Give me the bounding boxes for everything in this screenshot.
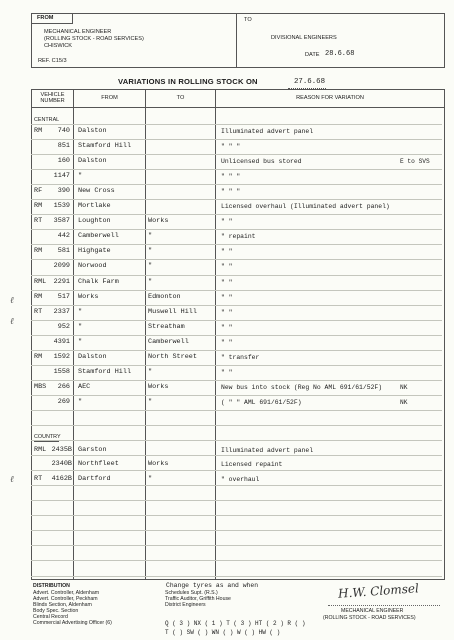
table-ruling	[31, 470, 442, 471]
vehicle-number: 1539	[53, 202, 70, 210]
reason: " " "	[221, 188, 241, 195]
vehicle-number: 2337	[53, 308, 70, 316]
from-depot: Works	[78, 293, 99, 301]
reason: " "	[221, 263, 233, 270]
district-codes-2: T ( ) SW ( ) WN ( ) W ( ) HW ( )	[165, 629, 281, 636]
vehicle-number: 160	[57, 157, 70, 165]
from-depot: Dalston	[78, 127, 107, 135]
from-depot: New Cross	[78, 187, 115, 195]
from-label-underline	[31, 23, 72, 24]
table-ruling	[31, 184, 442, 185]
vehicle-number: 390	[57, 187, 70, 195]
reason: Licensed repaint	[221, 461, 283, 468]
reason: " overhaul	[221, 476, 260, 483]
vehicle-number: 1592	[53, 353, 70, 361]
col-header-vehicle-2: NUMBER	[40, 98, 65, 104]
table-ruling	[31, 244, 442, 245]
form-title: VARIATIONS IN ROLLING STOCK ON	[118, 77, 258, 86]
section-central: CENTRAL	[34, 117, 60, 123]
from-depot: Norwood	[78, 262, 107, 270]
reason: Unlicensed bus stored	[221, 158, 302, 165]
from-depot: "	[78, 398, 83, 406]
from-depot: "	[78, 172, 83, 180]
to-depot: "	[148, 368, 153, 376]
vehicle-prefix: RML	[34, 446, 47, 454]
table-ruling	[31, 576, 442, 577]
from-depot: Mortlake	[78, 202, 111, 210]
reason: " "	[221, 279, 233, 286]
signature-line	[328, 605, 440, 606]
vehicle-number: 269	[57, 398, 70, 406]
date-label: DATE	[305, 52, 320, 58]
table-ruling	[31, 275, 442, 276]
section-country: COUNTRY	[34, 434, 61, 440]
reason: " "	[221, 248, 233, 255]
vehicle-number: 2435B	[51, 446, 72, 454]
from-depot: Garston	[78, 446, 107, 454]
table-ruling	[31, 440, 442, 441]
table-bottom-border	[31, 579, 444, 580]
col-header-reason: REASON FOR VARIATION	[296, 95, 364, 101]
table-ruling	[31, 500, 442, 501]
table-ruling	[31, 290, 442, 291]
vehicle-number: 2291	[53, 278, 70, 286]
table-ruling	[31, 199, 442, 200]
to-depot: Works	[148, 460, 169, 468]
to-label: TO	[244, 17, 252, 23]
vehicle-number: 2340B	[51, 460, 72, 468]
vehicle-prefix: RML	[34, 278, 47, 286]
distribution-item: Central Record	[33, 614, 68, 620]
vehicle-number: 2099	[53, 262, 70, 270]
vehicle-number: 1558	[53, 368, 70, 376]
col-header-from: FROM	[101, 95, 118, 101]
reason: " "	[221, 294, 233, 301]
from-depot: Dalston	[78, 353, 107, 361]
vehicle-number: 740	[57, 127, 70, 135]
distribution-item: Commercial Advertising Officer (6)	[33, 620, 112, 626]
margin-tick-mark: ℓ	[10, 475, 14, 485]
table-ruling	[31, 560, 442, 561]
reason: " "	[221, 309, 233, 316]
table-ruling	[31, 545, 442, 546]
table-ruling	[31, 365, 442, 366]
from-depot: Loughton	[78, 217, 111, 225]
vehicle-number: 4391	[53, 338, 70, 346]
reason: " transfer	[221, 354, 260, 361]
to-depot: Works	[148, 217, 169, 225]
vehicle-prefix: RT	[34, 217, 43, 225]
vehicle-number: 517	[57, 293, 70, 301]
to-depot: Edmonton	[148, 293, 181, 301]
vehicle-prefix: RM	[34, 127, 43, 135]
header-left-border	[31, 13, 32, 68]
to-depot: Muswell Hill	[148, 308, 197, 316]
distribution-right-item: Traffic Auditor, Griffith House	[165, 596, 231, 602]
table-ruling	[31, 425, 442, 426]
reason: " "	[221, 218, 233, 225]
form-title-date: 27.6.68	[294, 78, 326, 86]
reason: " repaint	[221, 233, 256, 240]
reason: " "	[221, 339, 233, 346]
district-codes: Q ( 3 ) NX ( 1 ) T ( 3 ) HT ( 2 ) R ( )	[165, 620, 306, 627]
to-depot: "	[148, 475, 153, 483]
from-depot: Chalk Farm	[78, 278, 119, 286]
table-ruling	[31, 530, 442, 531]
to-depot: "	[148, 232, 153, 240]
to-value: DIVISIONAL ENGINEERS	[271, 35, 337, 41]
to-depot: Works	[148, 383, 169, 391]
from-depot: Stamford Hill	[78, 142, 132, 150]
table-ruling	[31, 259, 442, 260]
reason: ( " " AML 691/61/52F)	[221, 399, 302, 406]
from-depot: "	[78, 323, 83, 331]
vehicle-prefix: RM	[34, 293, 43, 301]
from-depot: "	[78, 308, 83, 316]
signature: H.W. Clomsel	[337, 581, 420, 601]
table-ruling	[31, 229, 442, 230]
table-ruling	[31, 485, 442, 486]
vehicle-prefix: MBS	[34, 383, 47, 391]
reason: New bus into stock (Reg No AML 691/61/52F)	[221, 384, 383, 391]
col-header-to: TO	[176, 95, 185, 101]
to-depot: Streatham	[148, 323, 185, 331]
table-ruling	[31, 380, 442, 381]
distribution-label: DISTRIBUTION	[33, 583, 70, 589]
table-ruling	[31, 139, 442, 140]
distribution-item: Body Spec. Section	[33, 608, 79, 614]
table-ruling	[31, 335, 442, 336]
table-ruling	[31, 395, 442, 396]
col-header-vehicle-1: VEHICLE	[40, 92, 65, 98]
distribution-right-item: District Engineers	[165, 602, 206, 608]
from-depot: Highgate	[78, 247, 111, 255]
header-top-border	[31, 13, 444, 14]
from-depot: Camberwell	[78, 232, 119, 240]
from-label: FROM	[37, 15, 54, 21]
table-ruling	[31, 169, 442, 170]
vehicle-prefix: RT	[34, 308, 43, 316]
header-bottom-border	[31, 67, 444, 68]
ref-number: REF. C15/3	[38, 58, 67, 64]
margin-tick-mark: ℓ	[10, 317, 14, 327]
distribution-item: Blinds Section, Aldenham	[33, 602, 92, 608]
from-depot: Dartford	[78, 475, 111, 483]
table-top-border	[31, 89, 444, 90]
reason: " " "	[221, 173, 241, 180]
vehicle-number: 581	[57, 247, 70, 255]
table-ruling	[31, 154, 442, 155]
from-line-2: (ROLLING STOCK - ROAD SERVICES)	[44, 36, 144, 42]
vehicle-prefix: RF	[34, 187, 43, 195]
vehicle-prefix: RM	[34, 247, 43, 255]
reason: " "	[221, 369, 233, 376]
table-ruling	[31, 410, 442, 411]
to-depot: "	[148, 398, 153, 406]
header-right-border	[444, 13, 445, 68]
reason-extra: NK	[400, 384, 408, 391]
reason-extra: E to SVS	[400, 158, 430, 165]
distribution-item: Advert. Controller, Aldenham	[33, 590, 100, 596]
vehicle-number: 3587	[53, 217, 70, 225]
vehicle-number: 1147	[53, 172, 70, 180]
from-depot: "	[78, 338, 83, 346]
table-ruling	[31, 214, 442, 215]
reason: " " "	[221, 143, 241, 150]
vehicle-number: 851	[57, 142, 70, 150]
to-depot: Camberwell	[148, 338, 189, 346]
table-header-bottom	[31, 107, 444, 108]
signature-title-1: MECHANICAL ENGINEER	[341, 608, 404, 614]
vehicle-number: 442	[57, 232, 70, 240]
margin-tick-mark: ℓ	[10, 296, 14, 306]
distribution-right-item: Schedules Supt. (R.S.)	[165, 590, 218, 596]
table-ruling	[31, 124, 442, 125]
to-depot: "	[148, 247, 153, 255]
vehicle-prefix: RM	[34, 202, 43, 210]
reason: Illuminated advert panel	[221, 447, 314, 454]
from-depot: Stamford Hill	[78, 368, 132, 376]
reason-extra: NK	[400, 399, 408, 406]
vehicle-prefix: RM	[34, 353, 43, 361]
vehicle-number: 4162B	[51, 475, 72, 483]
table-ruling	[31, 455, 442, 456]
reason: Licensed overhaul (Illuminated advert panel)	[221, 203, 390, 210]
from-line-1: MECHANICAL ENGINEER	[44, 29, 112, 35]
from-depot: Northfleet	[78, 460, 119, 468]
to-depot: North Street	[148, 353, 197, 361]
distribution-item: Advert. Controller, Peckham	[33, 596, 98, 602]
to-depot: "	[148, 278, 153, 286]
to-depot: "	[148, 262, 153, 270]
vehicle-prefix: RT	[34, 475, 43, 483]
signature-title-2: (ROLLING STOCK - ROAD SERVICES)	[323, 615, 416, 621]
from-line-3: CHISWICK	[44, 43, 72, 49]
col-border-right	[444, 89, 445, 580]
from-depot: Dalston	[78, 157, 107, 165]
header-divider	[236, 13, 237, 68]
table-ruling	[31, 320, 442, 321]
section-country-underline	[34, 441, 59, 442]
vehicle-number: 266	[57, 383, 70, 391]
reason: " "	[221, 324, 233, 331]
tyres-note: Change tyres as and when	[166, 582, 259, 589]
table-ruling	[31, 305, 442, 306]
table-ruling	[31, 350, 442, 351]
from-label-box	[72, 13, 73, 24]
vehicle-number: 952	[57, 323, 70, 331]
table-ruling	[31, 515, 442, 516]
reason: Illuminated advert panel	[221, 128, 314, 135]
from-depot: AEC	[78, 383, 91, 391]
date-value: 28.6.68	[325, 50, 355, 58]
